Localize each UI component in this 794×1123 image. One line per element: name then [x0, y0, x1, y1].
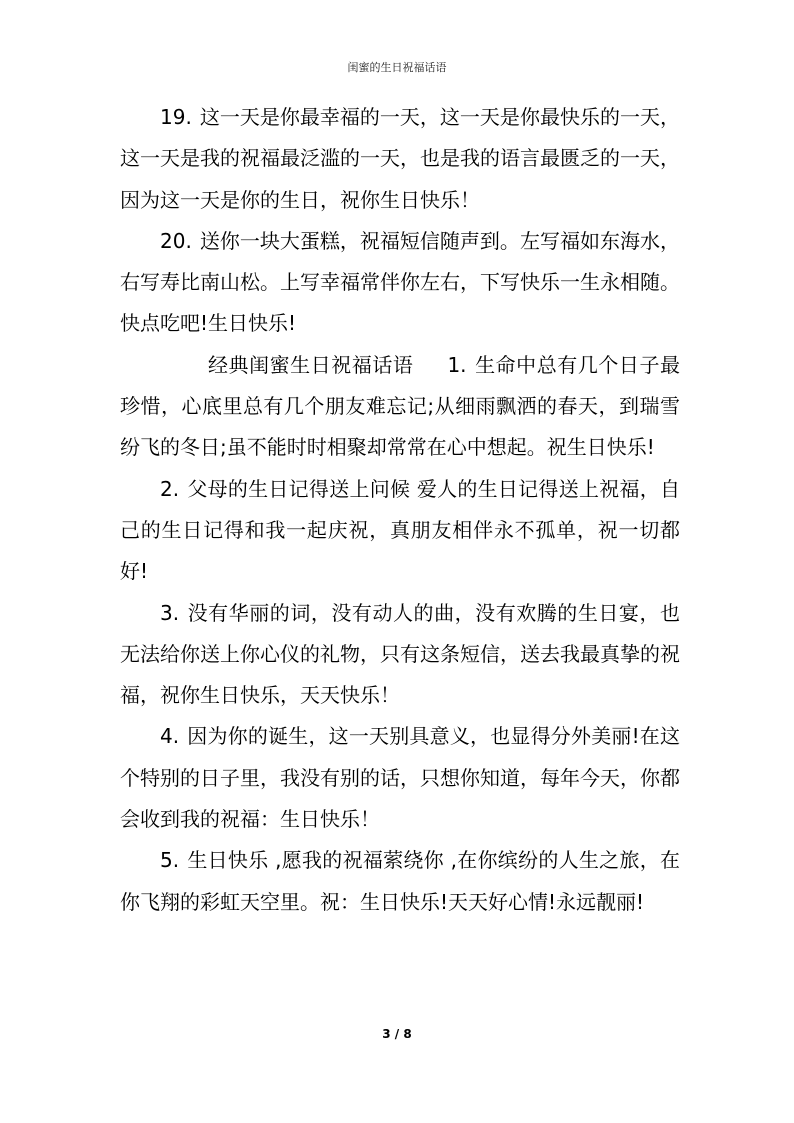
paragraph-5: [120, 840, 680, 923]
item-text: 这一天是你最幸福的一天，这一天是你最快乐的一天，这一天是我的祝福最泛滥的一天，也是我的语言最匮乏的一天，因为这一天是你的生日，祝你生日快乐！: [120, 105, 680, 212]
item-text: 父母的生日记得送上问候 爱人的生日记得送上祝福，自己的生日记得和我一起庆祝，真朋友相伴永不孤单，祝一切都好!: [120, 476, 680, 584]
item-text: 生日快乐 ,愿我的祝福萦绕你 ,在你缤纷的人生之旅，在你飞翔的彩虹天空里。祝：生日快乐!天天好心情!永远靓丽!: [120, 848, 680, 914]
item-text: 生命中总有几个日子最珍惜，心底里总有几个朋友难忘记;从细雨飘洒的春天，到瑞雪纷飞的冬日;虽不能时时相聚却常常在心中想起。祝生日快乐!: [120, 352, 680, 460]
item-number: 20.: [160, 228, 192, 253]
paragraph-19: [120, 97, 680, 221]
item-number: 4.: [160, 724, 180, 749]
paragraph-2: [120, 469, 680, 593]
item-number: 5.: [160, 848, 180, 873]
paragraph-section-1: [120, 345, 680, 469]
paragraph-3: [120, 593, 680, 717]
item-number: 2.: [160, 476, 180, 501]
item-number: 1.: [447, 352, 467, 377]
item-text: 送你一块大蛋糕，祝福短信随声到。左写福如东海水，右写寿比南山松。上写幸福常伴你左右，下写快乐一生永相随。快点吃吧!生日快乐!: [120, 228, 680, 336]
page-header-title: 闺蜜的生日祝福话语: [347, 61, 447, 74]
item-text: 因为你的诞生，这一天别具意义，也显得分外美丽!在这个特别的日子里，我没有别的话，只想你知道，每年今天，你都会收到我的祝福：生日快乐！: [120, 724, 680, 832]
item-text: 没有华丽的词，没有动人的曲，没有欢腾的生日宴，也无法给你送上你心仪的礼物，只有这条短信，送去我最真挚的祝福，祝你生日快乐，天天快乐！: [120, 600, 680, 708]
paragraph-4: [120, 716, 680, 840]
section-heading: 经典闺蜜生日祝福话语: [208, 352, 414, 377]
page-number: 3 / 8: [382, 1027, 412, 1041]
item-number: 3.: [160, 600, 180, 625]
paragraph-20: [120, 221, 680, 345]
document-body: [120, 97, 680, 923]
item-number: 19.: [160, 105, 192, 129]
